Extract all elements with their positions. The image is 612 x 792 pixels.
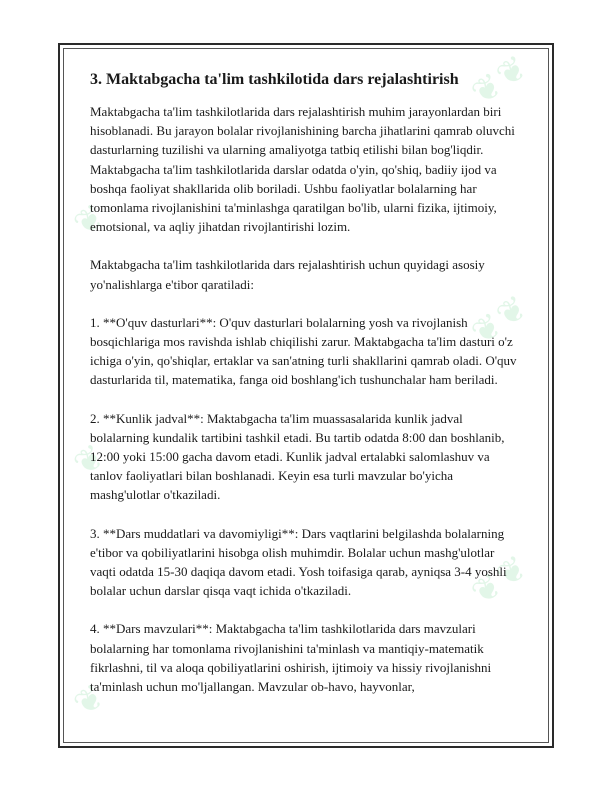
paragraph-lesson-duration: 3. **Dars muddatlari va davomiyligi**: Dars vaqtlarini belgilashda bolalarning e'tibor va qobiliyatlarini hisobga olish muhimdir. Bolalar uchun mashg'ulotlar vaqti odatda 15-30 daqiqa davom etadi. Yosh toifasiga qarab, ayniqsa 3-4 yoshli bolalar uchun darslar qisqa vaqt ichida o'tkaziladi. <box>90 525 507 599</box>
paragraph-directions: Maktabgacha ta'lim tashkilotlarida dars rejalashtirish uchun quyidagi asosiy yo'nalishlarga e'tibor qaratiladi: <box>90 257 485 292</box>
watermark-logo: ❦❦ <box>464 286 537 354</box>
paragraph-lesson-topics: 4. **Dars mavzulari**: Maktabgacha ta'lim tashkilotlarida dars mavzulari bolalarning har tomonlama rivojlanishini ta'minlash va mantiqiy-matematik fikrlashni, til va aloqa qobiliyatlarini oshirish, ijtimoiy va hissiy rivojlanishni ta'minlash uchun mo'ljallangan. Mavzular ob-havo, hayvonlar, <box>90 621 492 695</box>
watermark-logo: ❦❦ <box>464 46 537 114</box>
paragraph-curriculum: 1. **O'quv dasturlari**: O'quv dasturlari bolalarning yosh va rivojlanish bosqichlariga mos ravishda ishlab chiqilishi zarur. Maktabgacha ta'lim dasturi o'z ichiga o'yin, qo'shiqlar, ertaklar va san'atning turli shakllarini qamrab oladi. O'quv dasturlarida til, matematika, fanga oid boshlang'ich tushunchalar ham beriladi. <box>90 314 517 388</box>
watermark-logo: ❦ <box>66 434 115 486</box>
watermark-logo: ❦ <box>66 194 115 246</box>
section-heading: 3. Maktabgacha ta'lim tashkilotida dars rejalashtirish <box>90 71 459 88</box>
document-body <box>90 70 522 715</box>
watermark-logo: ❦ <box>66 674 115 726</box>
watermark-logo: ❦❦ <box>464 546 537 614</box>
paragraph-daily-schedule: 2. **Kunlik jadval**: Maktabgacha ta'lim muassasalarida kunlik jadval bolalarning kundalik tartibini tashkil etadi. Bu tartib odatda 8:00 dan boshlanib, 12:00 yoki 15:00 gacha davom etadi. Kunlik jadval ertalabki salomlashuv va tanlov faoliyatlari bilan boshlanadi. Keyin esa turli mavzular bo'yicha mashg'ulotlar o'tkaziladi. <box>90 410 505 503</box>
paragraph-intro: Maktabgacha ta'lim tashkilotlarida dars rejalashtirish muhim jarayonlardan biri hisoblanadi. Bu jarayon bolalar rivojlanishining barcha jihatlarini qamrab oluvchi dasturlarning tuzilishi va ularning amaliyotga tatbiq etilishi bilan bog'liqdir. Maktabgacha ta'lim tashkilotlarida darslar odatda o'yin, qo'shiq, badiiy ijod va boshqa faoliyat shakllarida olib boriladi. Ushbu faoliyatlar bolalarning har tomonlama rivojlanishini ta'minlashga qaratilgan bo'lib, ularni fizika, ijtimoiy, emotsional, va aqliy jihatdan rivojlantirishi lozim. <box>90 104 515 235</box>
